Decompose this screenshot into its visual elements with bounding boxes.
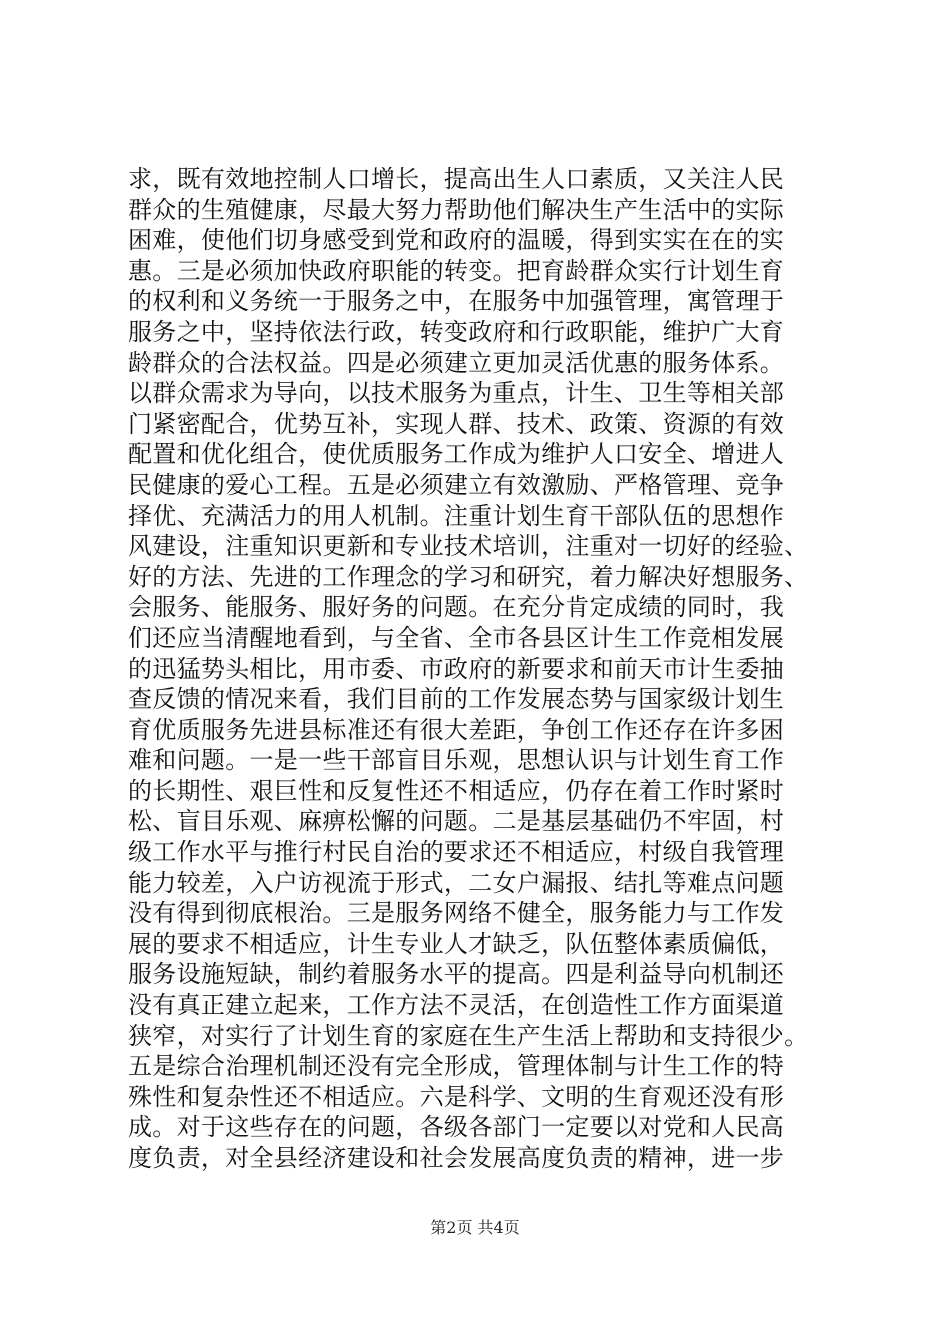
text-line: 查反馈的情况来看，我们目前的工作发展态势与国家级计划生	[128, 685, 785, 714]
text-line: 狭窄，对实行了计划生育的家庭在生产生活上帮助和支持很少。	[128, 1021, 809, 1050]
text-line: 配置和优化组合，使优质服务工作成为维护人口安全、增进人	[128, 440, 785, 469]
text-line: 服务设施短缺，制约着服务水平的提高。四是利益导向机制还	[128, 960, 785, 989]
page-footer: 第2页 共4页	[430, 1218, 520, 1237]
text-line: 殊性和复杂性还不相适应。六是科学、文明的生育观还没有形	[128, 1082, 785, 1111]
text-line: 会服务、能服务、服好务的问题。在充分肯定成绩的同时，我	[128, 593, 785, 622]
text-line: 困难，使他们切身感受到党和政府的温暖，得到实实在在的实	[128, 226, 785, 255]
text-line: 惠。三是必须加快政府职能的转变。把育龄群众实行计划生育	[128, 256, 785, 285]
text-line: 育优质服务先进县标准还有很大差距，争创工作还存在许多困	[128, 715, 785, 744]
text-line: 没有得到彻底根治。三是服务网络不健全，服务能力与工作发	[128, 899, 785, 928]
text-line: 的权利和义务统一于服务之中，在服务中加强管理，寓管理于	[128, 287, 785, 316]
text-line: 好的方法、先进的工作理念的学习和研究，着力解决好想服务、	[128, 562, 809, 591]
text-line: 求，既有效地控制人口增长，提高出生人口素质，又关注人民	[128, 165, 785, 193]
text-line: 的迅猛势头相比，用市委、市政府的新要求和前天市计生委抽	[128, 654, 785, 683]
text-line: 没有真正建立起来，工作方法不灵活，在创造性工作方面渠道	[128, 991, 785, 1020]
document-body-text	[128, 164, 858, 1174]
text-line: 们还应当清醒地看到，与全省、全市各县区计生工作竞相发展	[128, 623, 785, 652]
text-line: 择优、充满活力的用人机制。注重计划生育干部队伍的思想作	[128, 501, 785, 530]
text-line: 群众的生殖健康，尽最大努力帮助他们解决生产生活中的实际	[128, 195, 785, 224]
text-line: 能力较差，入户访视流于形式，二女户漏报、结扎等难点问题	[128, 868, 785, 897]
text-line: 度负责，对全县经济建设和社会发展高度负责的精神，进一步	[128, 1144, 785, 1172]
text-line: 五是综合治理机制还没有完全形成，管理体制与计生工作的特	[128, 1052, 785, 1081]
text-line: 龄群众的合法权益。四是必须建立更加灵活优惠的服务体系。	[128, 348, 785, 377]
text-line: 门紧密配合，优势互补，实现人群、技术、政策、资源的有效	[128, 409, 785, 438]
text-line: 成。对于这些存在的问题，各级各部门一定要以对党和人民高	[128, 1113, 785, 1142]
text-line: 以群众需求为导向，以技术服务为重点，计生、卫生等相关部	[128, 379, 785, 408]
text-line: 展的要求不相适应，计生专业人才缺乏，队伍整体素质偏低，	[128, 929, 785, 958]
text-line: 的长期性、艰巨性和反复性还不相适应，仍存在着工作时紧时	[128, 776, 785, 805]
text-line: 风建设，注重知识更新和专业技术培训，注重对一切好的经验、	[128, 532, 809, 561]
text-line: 难和问题。一是一些干部盲目乐观，思想认识与计划生育工作	[128, 746, 785, 775]
text-line: 服务之中，坚持依法行政，转变政府和行政职能，维护广大育	[128, 317, 785, 346]
text-line: 级工作水平与推行村民自治的要求还不相适应，村级自我管理	[128, 838, 785, 867]
text-line: 民健康的爱心工程。五是必须建立有效激励、严格管理、竞争	[128, 470, 785, 499]
text-line: 松、盲目乐观、麻痹松懈的问题。二是基层基础仍不牢固，村	[128, 807, 785, 836]
